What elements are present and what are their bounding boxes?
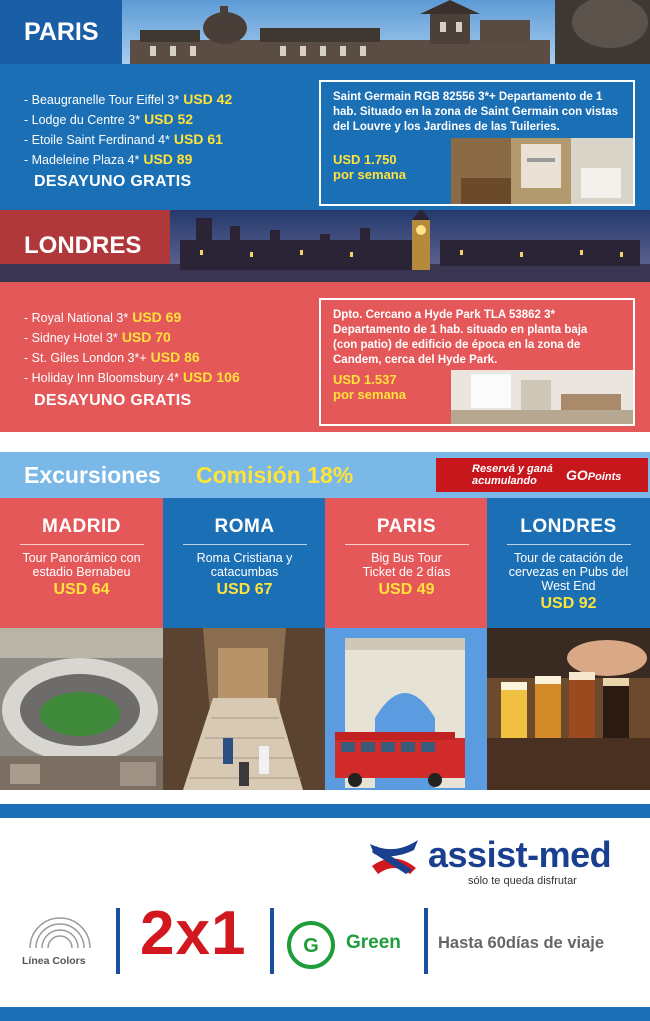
hotel-price: USD 86 [150,349,200,365]
hotel-name: - Lodge du Centre 3* [24,113,141,127]
list-item [24,308,240,328]
excursions-title: Excursiones [24,462,161,488]
list-item [24,348,240,368]
linea-colors-label: Línea Colors [22,955,86,967]
london-beer-photo [487,628,650,790]
excursion-card-londres[interactable] [487,498,650,628]
beer-image [487,628,650,790]
list-item [24,110,232,130]
excursion-description: Tour Panorámico con estadio Bernabeu [22,551,141,579]
promo-2x1: 2x1 [140,899,247,968]
footer-divider [116,908,120,974]
gopoints-logo-go: GO [566,467,588,483]
arc-image [325,628,488,790]
paris-arc-photo [325,628,488,790]
catacombs-image [163,628,326,790]
hotel-name: - Sidney Hotel 3* [24,331,118,345]
apartment-price-period: por semana [333,167,406,182]
gopoints-button[interactable] [436,458,648,492]
assist-med-logo-icon [366,836,422,876]
hotel-price: USD 69 [132,309,182,325]
hotel-name: - Royal National 3* [24,311,129,325]
gopoints-text [472,463,553,487]
footer-divider [424,908,428,974]
breakfast-label: DESAYUNO GRATIS [34,392,192,409]
excursion-divider [345,544,469,545]
hotel-name: - St. Giles London 3*+ [24,351,147,365]
gopoints-logo-points: Points [587,471,622,483]
london-title: LONDRES [24,232,142,259]
hotel-price: USD 52 [144,111,194,127]
hotel-price: USD 42 [183,91,233,107]
excursion-price: USD 49 [378,581,435,598]
excursion-city: ROMA [214,516,275,537]
excursion-description: Big Bus Tour Ticket de 2 días [362,551,451,579]
apartment-price [333,152,406,182]
apartment-price [333,372,406,402]
hotel-name: - Madeleine Plaza 4* [24,153,140,167]
excursion-price: USD 92 [540,595,597,612]
green-g-letter: G [303,935,319,957]
london-banner [0,210,650,282]
apartment-photo [451,138,633,204]
gopoints-line2: acumulando [472,475,537,487]
hotel-name: - Holiday Inn Bloomsbury 4* [24,371,179,385]
hotel-price: USD 70 [121,329,171,345]
excursion-card-roma[interactable] [163,498,326,628]
paris-hotel-list [24,90,232,170]
excursion-city: MADRID [42,516,121,537]
roma-catacombs-photo [163,628,326,790]
commission-label: Comisión 18% [196,462,354,488]
apartment-description: Saint Germain RGB 82556 3*+ Departamento de 1 hab. Situado en la zona de Saint Germain con vistas del Louvre y los Jardines de las Tuileries. [333,91,619,133]
paris-apartment-box[interactable] [319,80,635,206]
london-hotels-section [0,282,650,432]
list-item [24,368,240,388]
list-item [24,328,240,348]
assist-med-tagline: sólo te queda disfrutar [468,875,577,887]
apartment-photo [451,370,633,424]
excursion-price: USD 67 [216,581,273,598]
excursion-card-madrid[interactable] [0,498,163,628]
linea-colors-rainbow-icon [26,912,94,950]
list-item [24,150,232,170]
excursion-card-paris[interactable] [325,498,488,628]
gopoints-logo [566,467,621,483]
apartment-price-period: por semana [333,387,406,402]
list-item [24,130,232,150]
apartment-price-amount: USD 1.750 [333,152,397,167]
hotel-name: - Etoile Saint Ferdinand 4* [24,133,170,147]
breakfast-label: DESAYUNO GRATIS [34,173,192,190]
hotel-price: USD 106 [182,369,240,385]
paris-hotels-section [0,64,650,210]
excursion-city: LONDRES [520,516,617,537]
excursion-city: PARIS [376,516,437,537]
green-plan-label: Green [346,932,401,953]
excursions-bar [0,452,650,498]
footer-divider [270,908,274,974]
list-item [24,90,232,110]
footer-bottom-line [0,1007,650,1021]
madrid-stadium-photo [0,628,163,790]
apartment-description: Dpto. Cercano a Hyde Park TLA 53862 3* Departamento de 1 hab. situado en planta baja (con patio) de edificio de época en la zona de Candem, cerca del Hyde Park. [333,309,588,366]
excursion-description: Roma Cristiana y catacumbas [196,551,293,579]
footer-top-line [0,804,650,818]
hotel-price: USD 89 [143,151,193,167]
apartment-price-amount: USD 1.537 [333,372,397,387]
trip-duration-label: Hasta 60días de viaje [438,934,605,952]
green-g-icon [286,920,336,970]
stadium-image [0,628,163,790]
hotel-name: - Beaugranelle Tour Eiffel 3* [24,93,180,107]
paris-title: PARIS [24,17,99,46]
excursion-divider [507,544,631,545]
hotel-price: USD 61 [173,131,223,147]
gopoints-line1: Reservá y ganá [472,463,553,475]
excursion-divider [183,544,307,545]
excursion-divider [20,544,144,545]
excursion-description: Tour de catación de cervezas en Pubs del West End [508,551,629,593]
assist-med-brand: assist-med [428,834,612,875]
excursion-price: USD 64 [53,581,110,598]
paris-banner [0,0,650,64]
london-apartment-box[interactable] [319,298,635,426]
london-hotel-list [24,308,240,388]
